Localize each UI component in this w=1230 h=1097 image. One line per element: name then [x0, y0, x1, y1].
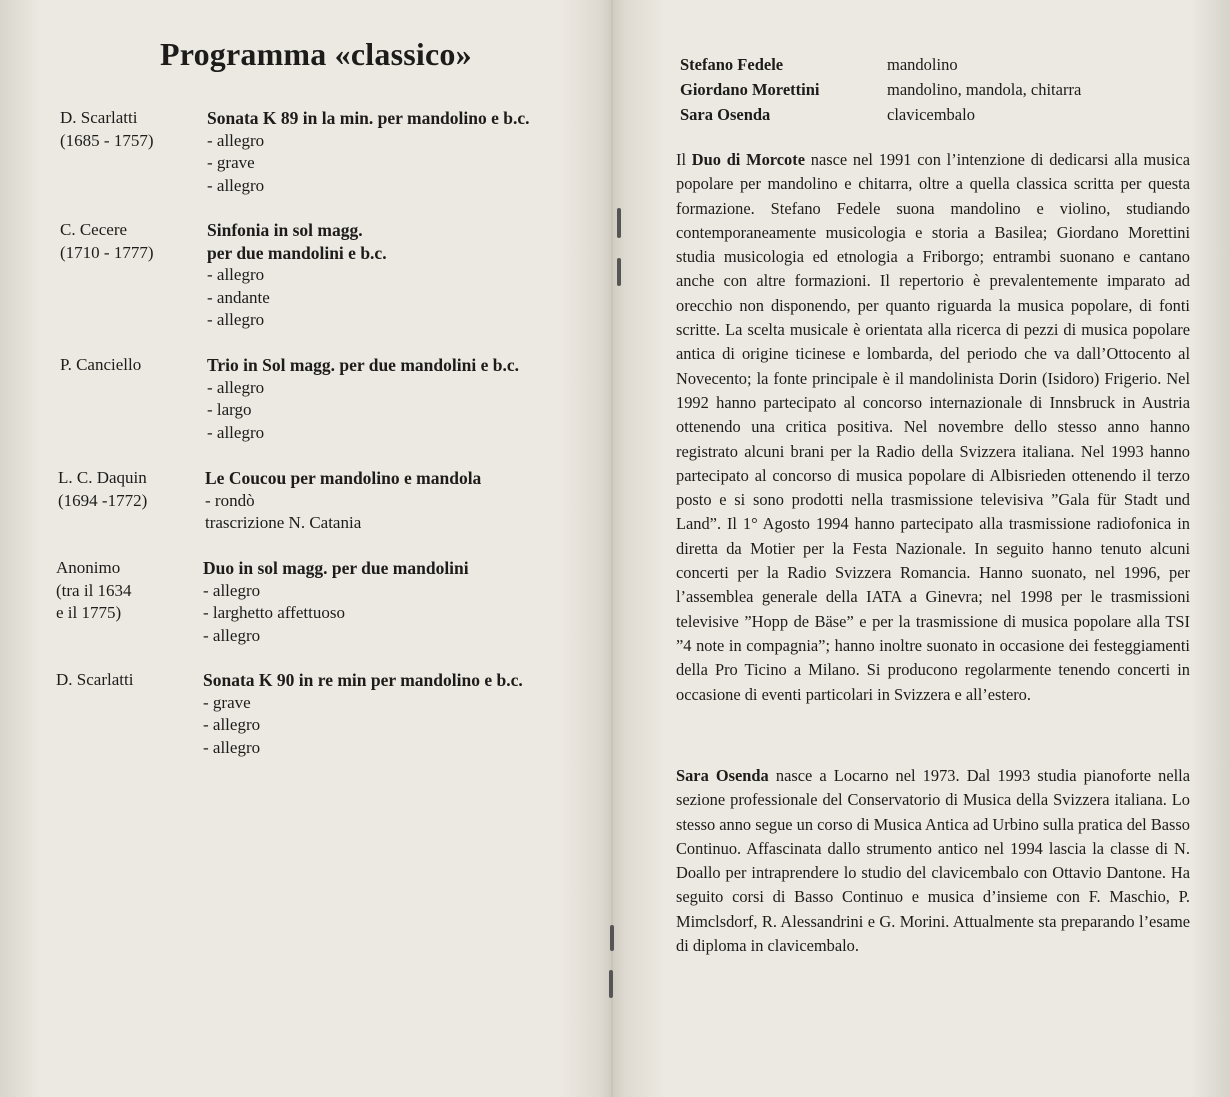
- work: [207, 354, 587, 444]
- bio-text: nasce a Locarno nel 1973. Dal 1993 studia pianoforte nella sezione professionale del Conservatorio di Musica della Svizzera italiana. Lo stesso anno segue un corso di Musica Antica ad Urbino sulla pratica del Basso Continuo. Affascinata dallo strumento antico nel 1994 lascia la classe di N. Doallo per intraprendere lo studio del clavicembalo con Ottavio Dantone. Ha seguito corsi di Basso Continuo e musica d’insieme con F. Maschio, P. Mimclsdorf, R. Alessandrini e G. Morini. Attualmente sta preparando l’esame di diploma in clavicembalo.: [676, 766, 1191, 956]
- movement: - grave: [207, 153, 255, 172]
- movement: - allegro: [207, 265, 265, 284]
- movement: - rondò: [205, 490, 255, 510]
- movement: - allegro: [207, 377, 265, 397]
- composer-dates: (tra il 1634: [56, 580, 132, 600]
- movement: - andante: [207, 287, 270, 307]
- composer-name: P. Canciello: [60, 355, 142, 374]
- staple-mark: [617, 258, 621, 286]
- page-title: Programma «classico»: [160, 36, 472, 72]
- staple-mark: [610, 925, 614, 951]
- bio-text: nasce nel 1991 con l’intenzione di dedicarsi alla musica popolare per mandolino e chitarra, oltre a quella classica scritta per questa formazione. Stefano Fedele suona mandolino e violino, studiando contemporaneamente musicologia e storia a Basilea; Giordano Morettini studia musicologia ed etnologia a Friborgo; entrambi suonano e cantano anche con altre formazioni. Il repertorio è prevalentemente imparato ad orecchio non disponendo, per quanto riguarda la musica popolare, di fonti scritte. La scelta musicale è orientata alla ricerca di pezzi di musica popolare antica di origine ticinese e lombarda, del periodo che va dall’Ottocento al Novecento; la fonte principale è il mandolinista Dorin (Isidoro) Frigerio. Nel 1992 hanno partecipato al concorso internazionale di Innsbruck in Austria ottenendo una critica positiva. Nel novembre dello stesso anno hanno registrato alcuni brani per la Radio della Svizzera italiana. Nel 1993 hanno partecipato al concorso di musica popolare di Albisrieden ottenendo il terzo posto e si sono prodotti nella trasmissione televisiva ”Gala für Stadt und Land”. Il 1° Agosto 1994 hanno partecipato alla trasmissione radiofonica in diretta da Motier per la Festa Nazionale. In seguito hanno tenuto alcuni concerti per la Radio Svizzera Romancia. Hanno suonato, nel 1996, per l’assemblea generale della IATA a Ginevra; nel 1998 per le trasmissioni televisive ”Hopp de Bäse” e per la trasmissione di musica popolare alla TSI ”4 note in compagnia”; hanno inoltre suonato in occasione dei festeggiamenti della Pro Ticino a Milano. Si producono regolarmente tenendo concerti in occasione di eventi particolari in Svizzera e all’estero.: [676, 150, 1190, 704]
- composer-name: C. Cecere: [60, 220, 128, 239]
- work-title: Trio in Sol magg. per due mandolini e b.c.: [207, 355, 519, 375]
- composer-dates: (1694 -1772): [58, 490, 148, 510]
- composer: [60, 219, 200, 264]
- movement: - allegro: [207, 175, 265, 195]
- composer: [60, 107, 200, 152]
- performer-instrument: mandolino, mandola, chitarra: [887, 80, 1082, 99]
- performer-instrument: clavicembalo: [887, 105, 975, 124]
- movement: - allegro: [207, 310, 265, 329]
- cast-row: [680, 102, 1200, 127]
- work-title: Duo in sol magg. per due mandolini: [203, 558, 469, 578]
- sara-biography: [676, 764, 1190, 958]
- work: [203, 557, 583, 647]
- cast-list: [680, 52, 1200, 127]
- work-title: per due mandolini e b.c.: [207, 242, 387, 263]
- work-title: Sonata K 89 in la min. per mandolino e b.c.: [207, 108, 530, 128]
- transcription-note: trascrizione N. Catania: [205, 513, 362, 532]
- composer-dates: e il 1775): [56, 603, 122, 622]
- composer-name: D. Scarlatti: [56, 670, 134, 689]
- composer: [58, 467, 198, 512]
- bio-subject: Duo di Morcote: [691, 150, 805, 169]
- work: [205, 467, 585, 535]
- composer-name: Anonimo: [56, 558, 121, 577]
- performer-name: Stefano Fedele: [680, 55, 784, 74]
- composer: [56, 557, 196, 625]
- movement: - allegro: [203, 737, 261, 757]
- composer-name: D. Scarlatti: [60, 108, 138, 127]
- composer: [56, 669, 196, 692]
- composer-dates: (1685 - 1757): [60, 130, 154, 150]
- performer-name: Giordano Morettini: [680, 80, 820, 99]
- movement: - larghetto affettuoso: [203, 603, 345, 622]
- work-title: Sinfonia in sol magg.: [207, 220, 363, 240]
- movement: - largo: [207, 400, 252, 419]
- performer-instrument: mandolino: [887, 55, 958, 74]
- duo-biography: [676, 148, 1190, 707]
- work-title: Sonata K 90 in re min per mandolino e b.c.: [203, 670, 523, 690]
- composer-name: L. C. Daquin: [58, 468, 147, 487]
- bio-subject: Sara Osenda: [676, 766, 769, 785]
- staple-mark: [609, 970, 613, 998]
- movement: - allegro: [207, 130, 265, 150]
- work-title: Le Coucou per mandolino e mandola: [205, 468, 482, 488]
- movement: - allegro: [207, 422, 265, 442]
- performer-name: Sara Osenda: [680, 105, 771, 124]
- movement: - allegro: [203, 580, 261, 600]
- composer-dates: (1710 - 1777): [60, 242, 154, 262]
- work: [207, 219, 587, 332]
- work: [207, 107, 587, 197]
- movement: - allegro: [203, 625, 261, 645]
- work: [203, 669, 583, 759]
- movement: - grave: [203, 692, 251, 712]
- staple-mark: [617, 208, 621, 238]
- composer: [60, 354, 200, 377]
- cast-row: [680, 77, 1200, 102]
- bio-prefix: Il: [676, 150, 692, 169]
- movement: - allegro: [203, 715, 261, 734]
- cast-row: [680, 52, 1200, 77]
